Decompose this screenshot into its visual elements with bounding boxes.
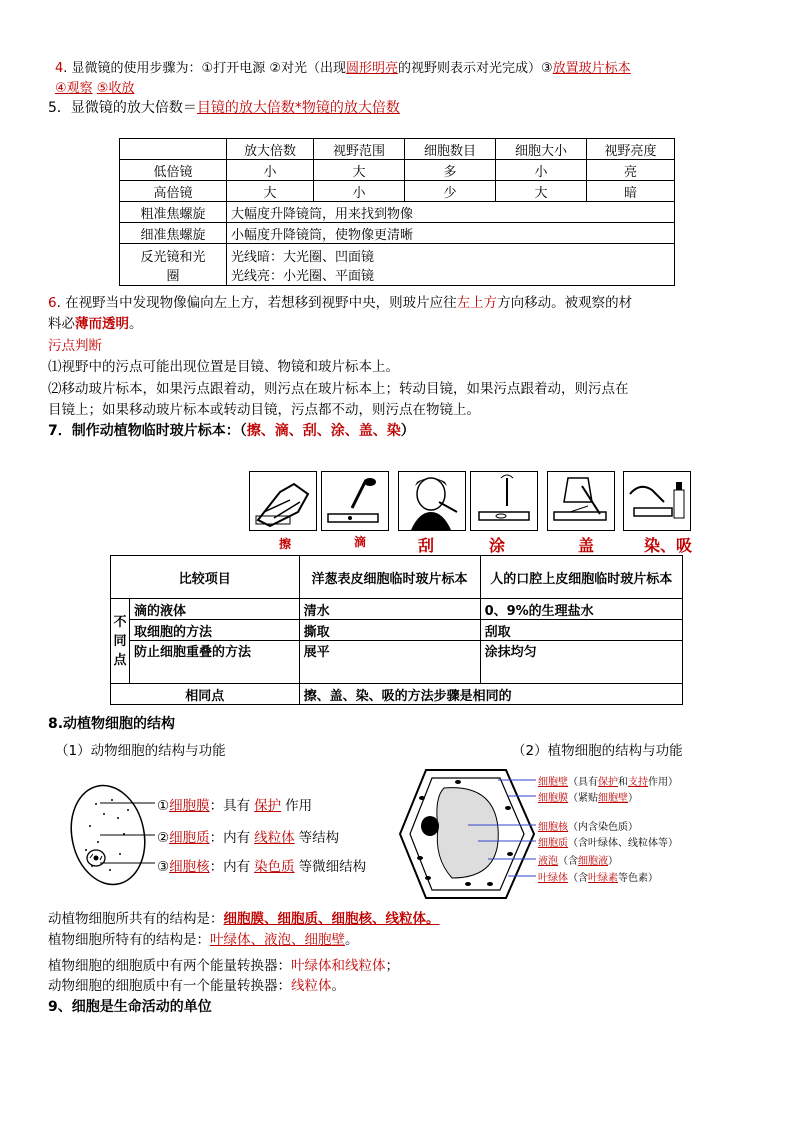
table-cell: 展平 — [299, 641, 480, 684]
table-cell: 清水 — [299, 599, 480, 620]
text: （紧贴 — [568, 793, 598, 804]
section-8-title: 8.动植物细胞的结构 — [48, 716, 176, 732]
text: （含 — [558, 856, 578, 867]
text: 光线暗：大光圈、凹面镜 — [231, 249, 375, 265]
text: 动植物细胞所共有的结构是： — [48, 911, 224, 927]
step-label-drop: 滴 — [354, 535, 367, 549]
stain-title: 污点判断 — [48, 338, 102, 354]
text: 细胞质 — [538, 838, 568, 849]
microscope-table — [119, 138, 675, 286]
table-cell: 暗 — [587, 181, 675, 202]
text: 线粒体 — [254, 830, 295, 846]
text: . 在视野当中发现物像偏向左上方，若想移到视野中央，则玻片应往 — [56, 295, 457, 311]
table-cell: 粗准焦螺旋 — [120, 202, 227, 223]
drop-water-illustration — [321, 471, 389, 531]
cover-slip-illustration — [547, 471, 615, 531]
text: 细胞液 — [578, 856, 608, 867]
step-label-stain: 染、吸 — [644, 536, 693, 555]
text: 7．制作动植物临时玻片标本：（ — [48, 423, 247, 439]
text: 圈 — [166, 268, 180, 284]
text: 叶绿体 — [538, 873, 568, 884]
text: 保护 — [598, 777, 618, 788]
plant-item-wall — [538, 773, 678, 788]
step-4-line2 — [55, 77, 134, 96]
text: 反光镜和光 — [140, 249, 206, 265]
plant-item-cytoplasm — [538, 834, 678, 849]
num-6: 6 — [48, 295, 57, 311]
text: 液泡 — [538, 856, 558, 867]
text: 作用 — [285, 798, 313, 814]
text: 保护 — [254, 798, 282, 814]
text: 。 — [129, 316, 143, 332]
table-cell: 刮取 — [480, 620, 682, 641]
plant-item-nucleus — [538, 818, 638, 833]
diff-label — [111, 599, 130, 684]
summary-plant-energy — [48, 954, 399, 974]
text: 细胞核 — [169, 859, 210, 875]
table-cell: 细准焦螺旋 — [120, 223, 227, 244]
step-4-line — [55, 57, 631, 76]
smear-illustration — [470, 471, 538, 531]
step-label-smear: 涂 — [489, 536, 506, 555]
text: 细胞膜 — [169, 798, 210, 814]
summary-common — [48, 907, 440, 927]
text: 细胞膜、细胞质、细胞核、线粒体。 — [223, 911, 440, 927]
text: 和 — [618, 777, 628, 788]
stain-p2b: 目镜上；如果移动玻片标本或转动目镜，污点都不动，则污点在物镜上。 — [48, 402, 480, 418]
text: 同 — [113, 633, 127, 649]
step-label-cover: 盖 — [578, 536, 595, 555]
text: 5．显微镜的放大倍数＝ — [48, 100, 197, 116]
text: 细胞核 — [538, 822, 568, 833]
text: 线粒体 — [291, 978, 332, 994]
header-cell: 人的口腔上皮细胞临时玻片标本 — [480, 556, 682, 599]
table-cell: 多 — [405, 160, 496, 181]
table-cell: 大 — [314, 160, 405, 181]
table-cell: 低倍镜 — [120, 160, 227, 181]
text: . 显微镜的使用步骤为：①打开电源 ②对光（出现 — [63, 61, 346, 76]
plant-item-membrane — [538, 789, 638, 804]
text: 叶绿体和线粒体 — [291, 958, 386, 974]
text: ① — [157, 798, 170, 814]
comparison-table — [110, 555, 683, 705]
text: 细胞壁 — [538, 777, 568, 788]
text: 等微细结构 — [298, 859, 367, 875]
animal-subtitle: （1）动物细胞的结构与功能 — [55, 743, 226, 759]
text: ：具有 — [209, 798, 251, 814]
text: 动物细胞的细胞质中有一个能量转换器： — [48, 978, 291, 994]
table-cell: 擦、盖、染、吸的方法步骤是相同的 — [299, 684, 682, 705]
text: ② — [157, 830, 170, 846]
key-upper-left: 左上方 — [456, 295, 498, 311]
table-cell: 相同点 — [111, 684, 300, 705]
text: 植物细胞所特有的结构是： — [48, 932, 210, 948]
text: ） — [608, 856, 618, 867]
text: ； — [385, 958, 399, 974]
text: ） — [400, 423, 415, 439]
text: 等色素） — [618, 873, 658, 884]
table-cell: 防止细胞重叠的方法 — [130, 641, 300, 684]
text: 支持 — [628, 777, 648, 788]
header-cell: 比较项目 — [111, 556, 300, 599]
animal-item-nucleus — [157, 855, 366, 875]
text: 植物细胞的细胞质中有两个能量转换器： — [48, 958, 291, 974]
table-cell: 撕取 — [299, 620, 480, 641]
summary-plant-unique — [48, 928, 359, 948]
header-cell: 洋葱表皮细胞临时玻片标本 — [299, 556, 480, 599]
table-cell: 小 — [227, 160, 314, 181]
text: ③ — [157, 859, 170, 875]
table-cell: 取细胞的方法 — [130, 620, 300, 641]
text: 细胞质 — [169, 830, 210, 846]
text: 。 — [331, 978, 345, 994]
text: 。 — [345, 932, 359, 948]
text: 等结构 — [298, 830, 340, 846]
section-7-line — [48, 420, 415, 440]
steps-keywords: 擦、滴、刮、涂、盖、染 — [246, 423, 401, 439]
text: （具有 — [568, 777, 598, 788]
wipe-slide-illustration — [249, 471, 317, 531]
section-6-line2 — [48, 312, 143, 332]
text: 不 — [113, 614, 127, 630]
key-thin-transparent: 薄而透明 — [75, 316, 129, 332]
animal-leader-lines — [100, 795, 160, 865]
text: 点 — [113, 652, 127, 668]
text: ） — [628, 793, 638, 804]
table-cell: 涂抹均匀 — [480, 641, 682, 684]
header-cell: 视野亮度 — [587, 139, 675, 160]
text: 的视野则表示对光完成）③ — [398, 61, 553, 76]
text: 染色质 — [254, 859, 295, 875]
table-cell: 小 — [496, 160, 587, 181]
text: 叶绿体、液泡、细胞壁 — [210, 932, 345, 948]
magnification-line — [48, 97, 400, 117]
table-cell — [227, 244, 675, 286]
table-cell: 高倍镜 — [120, 181, 227, 202]
table-cell: 亮 — [587, 160, 675, 181]
plant-leader-lines — [468, 775, 536, 885]
text: 叶绿素 — [588, 873, 618, 884]
text: 细胞膜 — [538, 793, 568, 804]
text: 细胞壁 — [598, 793, 628, 804]
plant-item-chloroplast — [538, 869, 658, 884]
step-label-scrape: 刮 — [418, 536, 435, 555]
table-cell — [120, 244, 227, 286]
summary-animal-energy — [48, 974, 345, 994]
plant-subtitle: （2）植物细胞的结构与功能 — [512, 743, 683, 759]
animal-item-membrane — [157, 794, 312, 814]
text: ：内有 — [209, 859, 251, 875]
stain-absorb-illustration — [623, 471, 691, 531]
header-cell: 放大倍数 — [227, 139, 314, 160]
table-cell: 大 — [227, 181, 314, 202]
scrape-cheek-illustration — [398, 471, 466, 531]
text: 作用） — [648, 777, 678, 788]
magnification-formula: 目镜的放大倍数*物镜的放大倍数 — [196, 100, 400, 116]
text: 方向移动。被观察的材 — [497, 295, 633, 311]
step-label-wipe: 擦 — [279, 537, 292, 551]
text: ：内有 — [209, 830, 251, 846]
animal-item-cytoplasm — [157, 826, 339, 846]
key-place-slide: 放置玻片标本 — [552, 61, 631, 76]
header-cell: 视野范围 — [314, 139, 405, 160]
text: （含叶绿体、线粒体等） — [568, 838, 678, 849]
table-cell: 0、9%的生理盐水 — [480, 599, 682, 620]
table-cell: 少 — [405, 181, 496, 202]
section-9-title: 9、细胞是生命活动的单位 — [48, 999, 212, 1015]
text: 料必 — [48, 316, 75, 332]
table-cell: 滴的液体 — [130, 599, 300, 620]
key-collect: ⑤收放 — [96, 81, 135, 96]
header-cell: 细胞大小 — [496, 139, 587, 160]
key-circle-bright: 圆形明亮 — [346, 61, 399, 76]
text: （含 — [568, 873, 588, 884]
table-cell: 大幅度升降镜筒，用来找到物像 — [227, 202, 675, 223]
key-observe: ④观察 — [55, 81, 93, 96]
text: （内含染色质） — [568, 822, 638, 833]
stain-p2a: ⑵移动玻片标本，如果污点跟着动，则污点在玻片标本上；转动目镜，如果污点跟着动，则污点在 — [48, 381, 629, 397]
table-cell: 大 — [496, 181, 587, 202]
section-6-line1 — [48, 291, 632, 311]
header-cell: 细胞数目 — [405, 139, 496, 160]
stain-p1: ⑴视野中的污点可能出现位置是目镜、物镜和玻片标本上。 — [48, 359, 399, 375]
plant-item-vacuole — [538, 852, 618, 867]
header-cell — [120, 139, 227, 160]
table-cell: 小幅度升降镜筒，使物像更清晰 — [227, 223, 675, 244]
num-4: 4 — [55, 61, 64, 76]
text: 光线亮：小光圈、平面镜 — [231, 268, 375, 284]
table-cell: 小 — [314, 181, 405, 202]
